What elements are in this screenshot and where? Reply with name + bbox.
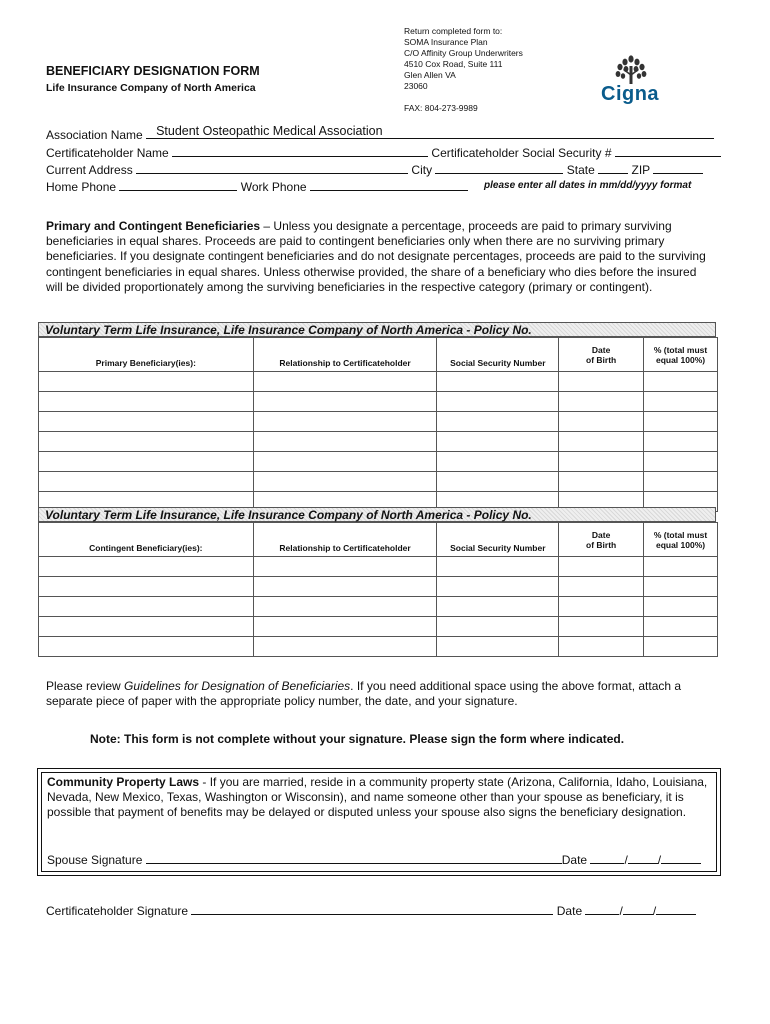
table-row xyxy=(39,412,718,432)
col-dob-line2: of Birth xyxy=(586,539,617,550)
cell[interactable] xyxy=(559,432,644,452)
address-field[interactable] xyxy=(136,161,408,174)
city-label: City xyxy=(411,163,433,177)
col-percent-line1: % (total must xyxy=(653,344,708,355)
cell[interactable] xyxy=(559,372,644,392)
certificateholder-signature-field[interactable] xyxy=(191,902,553,915)
certificateholder-signature-label: Certificateholder Signature xyxy=(46,904,189,918)
ssn-label: Certificateholder Social Security # xyxy=(431,146,612,160)
cell[interactable] xyxy=(644,432,718,452)
cell[interactable] xyxy=(644,637,718,657)
col-percent-line2: equal 100%) xyxy=(655,539,706,550)
table-row xyxy=(39,452,718,472)
cell[interactable] xyxy=(644,557,718,577)
return-line: Return completed form to: xyxy=(404,26,503,36)
spouse-signature-row: Spouse Signature Date / / xyxy=(47,851,701,867)
address-row xyxy=(46,161,703,177)
home-phone-field[interactable] xyxy=(119,178,237,191)
fax-number: FAX: 804-273-9989 xyxy=(404,103,478,113)
cigna-logo xyxy=(597,50,669,106)
review-text-1: Please review xyxy=(46,679,125,693)
cell[interactable] xyxy=(437,577,559,597)
cell[interactable] xyxy=(39,597,254,617)
col-beneficiary: Primary Beneficiary(ies): xyxy=(39,338,254,372)
cell[interactable] xyxy=(437,412,559,432)
holder-name-label: Certificateholder Name xyxy=(46,146,169,160)
col-ssn: Social Security Number xyxy=(437,338,559,372)
table-row xyxy=(39,577,718,597)
col-dob xyxy=(559,523,644,557)
table-row xyxy=(39,472,718,492)
community-property-inner xyxy=(41,772,717,872)
cell[interactable] xyxy=(559,637,644,657)
signature-note: Note: This form is not complete without your signature. Please sign the form where indicated. xyxy=(90,732,625,746)
cell[interactable] xyxy=(644,452,718,472)
spouse-date-label: Date xyxy=(561,853,588,867)
holder-name-field[interactable] xyxy=(172,144,428,157)
certificateholder-date-month[interactable] xyxy=(585,902,619,915)
contingent-beneficiary-table xyxy=(38,522,718,657)
community-property-box xyxy=(37,768,721,876)
cell[interactable] xyxy=(39,617,254,637)
cell[interactable] xyxy=(39,412,254,432)
cell[interactable] xyxy=(559,392,644,412)
cell[interactable] xyxy=(437,637,559,657)
table-header xyxy=(39,338,718,372)
cell[interactable] xyxy=(253,372,437,392)
cell[interactable] xyxy=(39,557,254,577)
return-line: SOMA Insurance Plan xyxy=(404,37,488,47)
table-row xyxy=(39,392,718,412)
cell[interactable] xyxy=(253,412,437,432)
cell[interactable] xyxy=(437,392,559,412)
work-phone-label: Work Phone xyxy=(240,180,307,194)
cell[interactable] xyxy=(644,412,718,432)
col-percent-line1: % (total must xyxy=(653,529,708,540)
holder-row xyxy=(46,144,721,160)
cell[interactable] xyxy=(253,392,437,412)
contingent-policy-bar: Voluntary Term Life Insurance, Life Insurance Company of North America - Policy No. xyxy=(38,507,716,522)
cell[interactable] xyxy=(39,577,254,597)
spouse-signature-label: Spouse Signature xyxy=(47,853,143,867)
cell[interactable] xyxy=(559,597,644,617)
cell[interactable] xyxy=(253,577,437,597)
col-relationship: Relationship to Certificateholder xyxy=(253,523,437,557)
cell[interactable] xyxy=(39,452,254,472)
cell[interactable] xyxy=(253,472,437,492)
spouse-signature-field[interactable] xyxy=(146,851,562,864)
return-address xyxy=(404,26,523,114)
table-row xyxy=(39,432,718,452)
cell[interactable] xyxy=(644,372,718,392)
spouse-date-month[interactable] xyxy=(590,851,624,864)
review-text-2: . If you need additional space using the above format, attach a separate piece of paper with the appropriate policy number, the date, and your signature. xyxy=(46,679,682,708)
spouse-date-year[interactable] xyxy=(661,851,701,864)
col-dob-line1: Date xyxy=(591,529,611,540)
city-field[interactable] xyxy=(435,161,563,174)
cell[interactable] xyxy=(253,617,437,637)
cell[interactable] xyxy=(253,637,437,657)
guidelines-title: Guidelines for Designation of Beneficiaries xyxy=(124,679,351,693)
certificateholder-date-year[interactable] xyxy=(656,902,696,915)
dates-note: please enter all dates in mm/dd/yyyy format xyxy=(484,180,692,191)
community-body: - If you are married, reside in a community property state (Arizona, California, Idaho, Louisiana, Nevada, New Mexico, Texas, Washington or Wisconsin), and name someone other than your spouse as beneficiary, it is possible that payment of benefits may be delayed or disputed unless your spouse also signs the beneficiary designation. xyxy=(47,775,708,819)
cell[interactable] xyxy=(39,392,254,412)
cell[interactable] xyxy=(437,372,559,392)
cell[interactable] xyxy=(644,597,718,617)
review-guidelines xyxy=(46,679,716,709)
cell[interactable] xyxy=(437,557,559,577)
ssn-field[interactable] xyxy=(615,144,721,157)
col-dob xyxy=(559,338,644,372)
association-row xyxy=(46,126,714,142)
return-line: Glen Allen VA xyxy=(404,70,456,80)
association-field[interactable] xyxy=(146,126,714,139)
col-relationship: Relationship to Certificateholder xyxy=(253,338,437,372)
cell[interactable] xyxy=(644,472,718,492)
cell[interactable] xyxy=(253,557,437,577)
table-row xyxy=(39,637,718,657)
col-dob-line2: of Birth xyxy=(586,354,617,365)
cell[interactable] xyxy=(644,392,718,412)
cell[interactable] xyxy=(644,617,718,637)
table-row xyxy=(39,617,718,637)
cell[interactable] xyxy=(437,617,559,637)
col-percent xyxy=(644,523,718,557)
col-percent xyxy=(644,338,718,372)
spouse-date-day[interactable] xyxy=(628,851,658,864)
return-line: C/O Affinity Group Underwriters xyxy=(404,48,523,58)
cell[interactable] xyxy=(559,617,644,637)
intro-text: – Unless you designate a percentage, proceeds are paid to primary surviving beneficiaries in equal shares. Proceeds are paid to contingent beneficiaries only when there are no surviving primary beneficiaries. If you designate contingent beneficiaries and do not designate percentages, proceeds are paid to the surviving contingent beneficiaries in equal shares. Unless otherwise provided, the share of a beneficiary who dies before the insured will be divided proportionately among the surviving beneficiaries in the respective category (primary or contingent). xyxy=(46,219,706,294)
phone-row xyxy=(46,178,468,194)
col-percent-line2: equal 100%) xyxy=(655,354,706,365)
community-property-text xyxy=(47,775,717,820)
cell[interactable] xyxy=(39,372,254,392)
col-beneficiary: Contingent Beneficiary(ies): xyxy=(39,523,254,557)
cell[interactable] xyxy=(437,597,559,617)
brand-name: Cigna xyxy=(601,83,660,105)
form-title: BENEFICIARY DESIGNATION FORM xyxy=(46,64,260,78)
cell[interactable] xyxy=(253,597,437,617)
table-row xyxy=(39,597,718,617)
association-value: Student Osteopathic Medical Association xyxy=(156,124,383,138)
association-label: Association Name xyxy=(46,128,143,142)
cell[interactable] xyxy=(437,432,559,452)
cell[interactable] xyxy=(39,432,254,452)
certificateholder-date-day[interactable] xyxy=(623,902,653,915)
cell[interactable] xyxy=(437,472,559,492)
certificateholder-date-label: Date xyxy=(556,904,583,918)
cell[interactable] xyxy=(253,432,437,452)
cell[interactable] xyxy=(39,637,254,657)
cell[interactable] xyxy=(644,577,718,597)
form-subtitle: Life Insurance Company of North America xyxy=(46,82,256,94)
col-ssn: Social Security Number xyxy=(437,523,559,557)
return-line: 4510 Cox Road, Suite 111 xyxy=(404,59,503,69)
table-row xyxy=(39,557,718,577)
zip-label: ZIP xyxy=(631,163,650,177)
cell[interactable] xyxy=(39,472,254,492)
col-dob-line1: Date xyxy=(591,344,611,355)
table-header xyxy=(39,523,718,557)
certificateholder-signature-row: Certificateholder Signature Date / / xyxy=(46,902,696,918)
cell[interactable] xyxy=(437,452,559,472)
table-row xyxy=(39,372,718,392)
home-phone-label: Home Phone xyxy=(46,180,117,194)
beneficiary-intro xyxy=(46,219,706,295)
primary-policy-bar: Voluntary Term Life Insurance, Life Insurance Company of North America - Policy No. xyxy=(38,322,716,337)
community-heading: Community Property Laws xyxy=(47,775,200,789)
cell[interactable] xyxy=(559,577,644,597)
intro-heading: Primary and Contingent Beneficiaries xyxy=(46,219,261,233)
state-field[interactable] xyxy=(598,161,628,174)
return-line: 23060 xyxy=(404,81,428,91)
cell[interactable] xyxy=(559,557,644,577)
cell[interactable] xyxy=(559,472,644,492)
work-phone-field[interactable] xyxy=(310,178,468,191)
address-label: Current Address xyxy=(46,163,133,177)
state-label: State xyxy=(566,163,595,177)
cell[interactable] xyxy=(559,412,644,432)
zip-field[interactable] xyxy=(653,161,703,174)
primary-beneficiary-table xyxy=(38,337,718,512)
cell[interactable] xyxy=(559,452,644,472)
cell[interactable] xyxy=(253,452,437,472)
